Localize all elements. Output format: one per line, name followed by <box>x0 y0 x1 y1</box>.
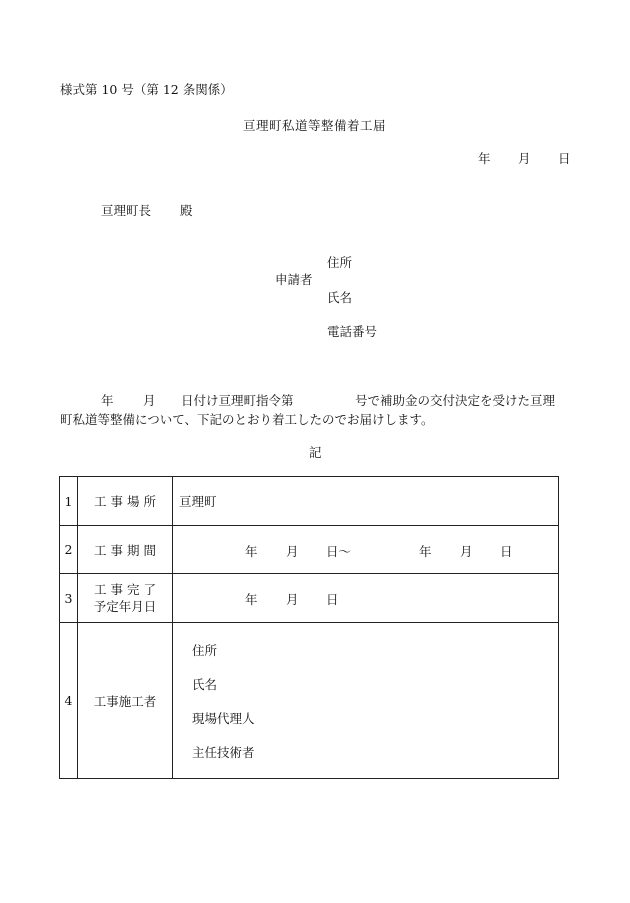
row-number: 2 <box>60 526 78 574</box>
row-label: 工 事 期 間 <box>78 526 173 574</box>
completion-year: 年 <box>245 592 258 607</box>
body-line1-mid: 日付け亘理町指令第 <box>181 393 294 408</box>
addressee-name: 亘理町長 <box>101 203 152 218</box>
row-value-cell <box>173 477 559 526</box>
addressee-honorific: 殿 <box>180 203 193 218</box>
site-agent-label: 現場代理人 <box>192 711 255 726</box>
table-row <box>60 526 559 574</box>
date-year-label: 年 <box>478 151 491 166</box>
period-end-month: 月 <box>460 544 473 559</box>
form-number: 様式第 10 号（第 12 条関係） <box>60 82 233 97</box>
row-value-cell <box>173 574 559 623</box>
row-label: 工事施工者 <box>78 623 173 779</box>
table-row <box>60 574 559 623</box>
body-month: 月 <box>143 393 156 408</box>
row-number: 4 <box>60 623 78 779</box>
period-start-year: 年 <box>245 544 258 559</box>
row-value-cell <box>173 623 559 779</box>
row-number: 1 <box>60 477 78 526</box>
table-row <box>60 623 559 779</box>
body-line2: 町私道等整備について、下記のとおり着工したのでお届けします。 <box>60 412 434 427</box>
row-label-line1: 工 事 完 了 <box>94 582 156 597</box>
contractor-name-label: 氏名 <box>192 677 218 692</box>
row-label-line2: 予定年月日 <box>93 599 157 614</box>
row-number: 3 <box>60 574 78 623</box>
row-label <box>78 574 173 623</box>
completion-day: 日 <box>326 592 339 607</box>
applicant-phone-label: 電話番号 <box>327 324 378 339</box>
body-year: 年 <box>101 393 114 408</box>
period-end-year: 年 <box>419 544 432 559</box>
page-title: 亘理町私道等整備着工届 <box>243 118 387 133</box>
period-start-month: 月 <box>286 544 299 559</box>
period-end-day: 日 <box>500 544 513 559</box>
work-location-value: 亘理町 <box>179 494 217 509</box>
row-label: 工 事 場 所 <box>78 477 173 526</box>
chief-engineer-label: 主任技術者 <box>192 745 255 760</box>
period-start-day: 日～ <box>326 544 352 559</box>
ki-heading: 記 <box>309 445 322 460</box>
row-value-cell <box>173 526 559 574</box>
contractor-address-label: 住所 <box>192 643 218 658</box>
applicant-label: 申請者 <box>275 272 313 287</box>
details-table <box>59 476 559 779</box>
body-line1-end: 号で補助金の交付決定を受けた亘理 <box>355 393 556 408</box>
completion-month: 月 <box>286 592 299 607</box>
applicant-address-label: 住所 <box>327 255 353 270</box>
table-row <box>60 477 559 526</box>
date-month-label: 月 <box>518 151 531 166</box>
date-day-label: 日 <box>558 151 571 166</box>
applicant-name-label: 氏名 <box>327 290 353 305</box>
